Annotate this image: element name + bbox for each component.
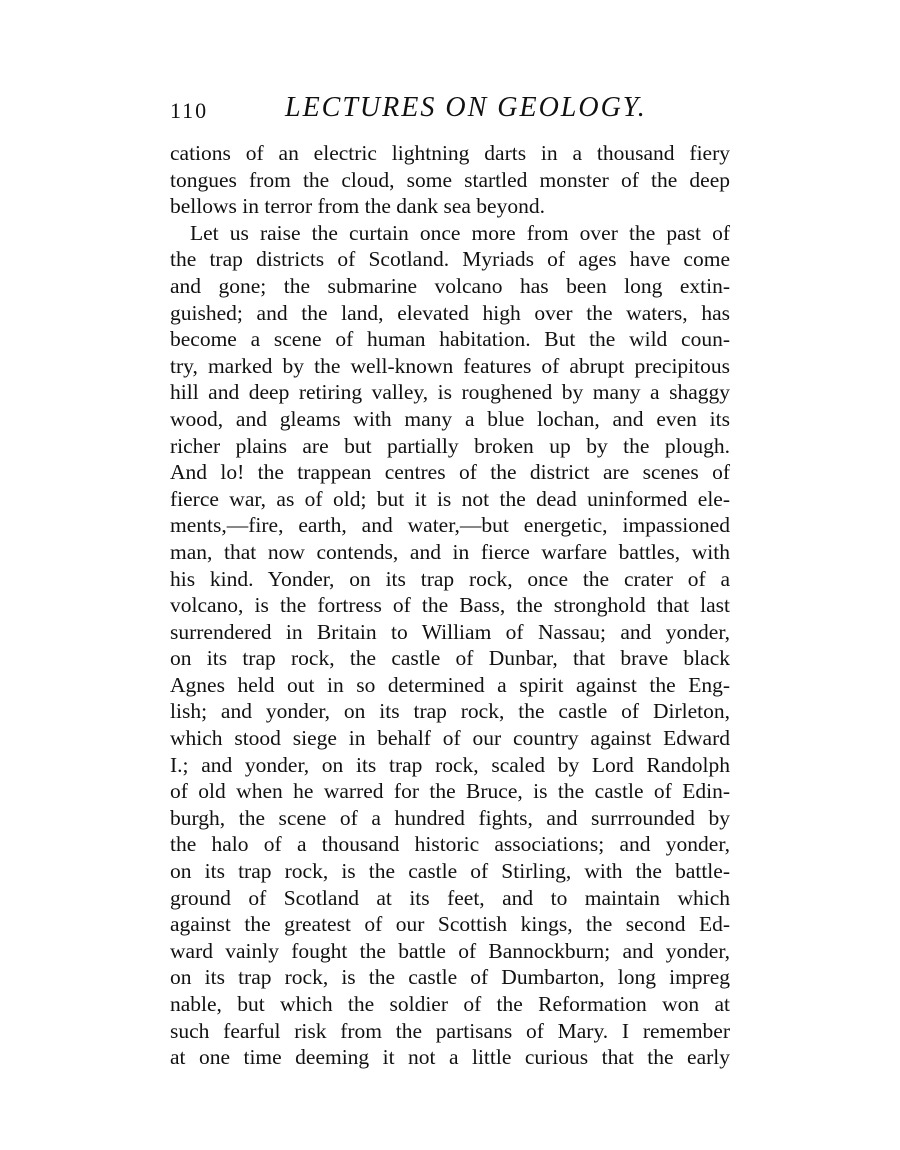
- text-line: such fearful risk from the partisans of Mary. I remember: [170, 1018, 730, 1043]
- text-line: on its trap rock, is the castle of Dumbarton, long impreg: [170, 965, 730, 990]
- text-line: Agnes held out in so determined a spirit against the Eng-: [170, 672, 730, 697]
- text-line: tongues from the cloud, some startled monster of the deep: [170, 167, 730, 192]
- text-line: the halo of a thousand historic associations; and yonder,: [170, 832, 730, 857]
- text-line: become a scene of human habitation. But the wild coun-: [170, 327, 730, 352]
- body-text: [170, 140, 730, 1071]
- text-line: at one time deeming it not a little curious that the early: [170, 1045, 730, 1070]
- text-line: ground of Scotland at its feet, and to maintain which: [170, 885, 730, 910]
- text-line: of old when he warred for the Bruce, is the castle of Edin-: [170, 779, 730, 804]
- text-line: surrendered in Britain to William of Nassau; and yonder,: [170, 619, 730, 644]
- text-line: against the greatest of our Scottish kings, the second Ed-: [170, 912, 730, 937]
- text-line: cations of an electric lightning darts in a thousand fiery: [170, 141, 730, 165]
- text-line: and gone; the submarine volcano has been long extin-: [170, 273, 730, 298]
- text-line: fierce war, as of old; but it is not the dead uninformed ele-: [170, 486, 730, 511]
- text-line: ward vainly fought the battle of Bannockburn; and yonder,: [170, 938, 730, 963]
- page-number: 110: [170, 98, 209, 123]
- text-line: volcano, is the fortress of the Bass, the stronghold that last: [170, 593, 730, 618]
- text-line: ments,—fire, earth, and water,—but energetic, impassioned: [170, 513, 730, 538]
- text-line: hill and deep retiring valley, is roughened by many a shaggy: [170, 380, 730, 405]
- text-line: on its trap rock, the castle of Dunbar, that brave black: [170, 646, 730, 671]
- running-title: LECTURES ON GEOLOGY.: [285, 92, 647, 123]
- text-line: man, that now contends, and in fierce warfare battles, with: [170, 539, 730, 564]
- text-line: I.; and yonder, on its trap rock, scaled by Lord Randolph: [170, 752, 730, 777]
- text-line: lish; and yonder, on its trap rock, the castle of Dirleton,: [170, 699, 730, 724]
- text-line: And lo! the trappean centres of the district are scenes of: [170, 460, 730, 485]
- text-line: on its trap rock, is the castle of Stirling, with the battle-: [170, 859, 730, 884]
- text-line: guished; and the land, elevated high over the waters, has: [170, 300, 730, 325]
- text-line: wood, and gleams with many a blue lochan, and even its: [170, 406, 730, 431]
- text-line: his kind. Yonder, on its trap rock, once the crater of a: [170, 566, 730, 591]
- text-line: nable, but which the soldier of the Reformation won at: [170, 992, 730, 1016]
- text-line: try, marked by the well-known features of abrupt precipitous: [170, 353, 730, 378]
- text-line: Let us raise the curtain once more from over the past of: [190, 220, 730, 245]
- text-line: richer plains are but partially broken up by the plough.: [170, 433, 730, 458]
- text-line: bellows in terror from the dank sea beyond.: [170, 194, 545, 219]
- running-head: [170, 92, 730, 132]
- text-line: the trap districts of Scotland. Myriads of ages have come: [170, 247, 730, 272]
- text-line: burgh, the scene of a hundred fights, and surrrounded by: [170, 805, 730, 830]
- text-line: which stood siege in behalf of our country against Edward: [170, 726, 730, 751]
